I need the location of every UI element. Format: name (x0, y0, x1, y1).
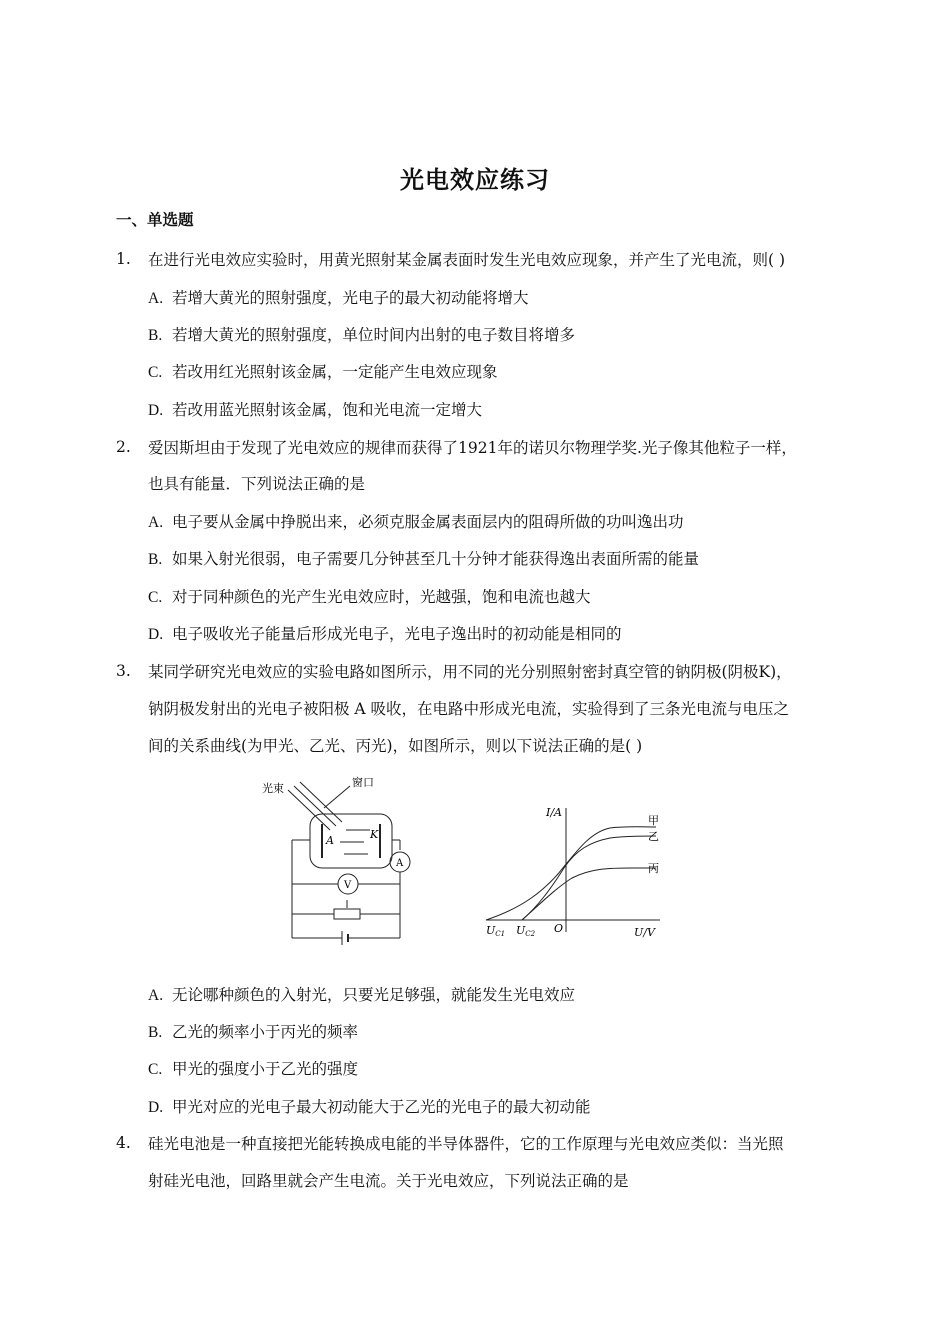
option-text: 无论哪种颜色的入射光，只要光足够强，就能发生光电效应 (172, 986, 576, 1004)
question-3-figure (260, 772, 680, 956)
option-text: 若改用蓝光照射该金属，饱和光电流一定增大 (172, 401, 483, 419)
label-uc2-sub: C2 (525, 930, 536, 938)
question-1-option-b (148, 323, 575, 345)
question-2-option-b (148, 547, 699, 569)
question-3-option-b (148, 1020, 358, 1042)
iv-graph (486, 808, 660, 932)
question-3-stem-line-2: 钠阴极发射出的光电子被阳极 A 吸收，在电路中形成光电流，实验得到了三条光电流与电压之 (148, 700, 790, 718)
light-beam-line (300, 782, 342, 822)
label-cathode: K (370, 828, 379, 841)
figure-svg (260, 772, 680, 952)
curve-yi (522, 836, 656, 920)
option-label: C. (148, 364, 163, 381)
option-text: 若增大黄光的照射强度，光电子的最大初动能将增大 (172, 289, 529, 307)
question-2-option-a (148, 510, 684, 532)
label-uc2 (516, 924, 536, 938)
question-3-option-c (148, 1057, 358, 1079)
option-text: 甲光对应的光电子最大初动能大于乙光的光电子的最大初动能 (172, 1098, 591, 1116)
question-1-option-a (148, 286, 529, 308)
window-pointer (324, 786, 350, 808)
label-uc1 (486, 924, 505, 938)
question-1-option-c (148, 360, 498, 382)
question-4-stem-line-2: 射硅光电池，回路里就会产生电流。关于光电效应，下列说法正确的是 (148, 1172, 629, 1190)
question-2-option-c (148, 585, 591, 607)
question-3-stem-line-1: 某同学研究光电效应的实验电路如图所示，用不同的光分别照射密封真空管的钠阴极(阴极K)， (148, 663, 792, 681)
label-uc2-main: U (516, 924, 526, 937)
option-label: B. (148, 551, 163, 568)
light-beam-line (288, 790, 330, 830)
curve-bing (522, 868, 656, 920)
label-voltmeter: V (344, 880, 352, 891)
question-2-option-d (148, 622, 622, 644)
label-origin: O (554, 922, 564, 935)
section-heading: 一、单选题 (116, 210, 194, 229)
label-x-axis: U/V (634, 926, 655, 939)
light-beam-line (294, 786, 336, 826)
question-4-number: 4. (116, 1134, 131, 1152)
circuit-diagram (288, 782, 410, 945)
option-label: B. (148, 327, 163, 344)
question-1-number: 1. (116, 250, 131, 268)
option-label: A. (148, 987, 164, 1004)
label-anode: A (326, 834, 334, 847)
rheostat (334, 909, 360, 919)
option-text: 乙光的频率小于丙光的频率 (172, 1023, 359, 1041)
question-3-stem-line-3: 间的关系曲线(为甲光、乙光、丙光)，如图所示，则以下说法正确的是( ) (148, 737, 643, 755)
question-2-stem-line-2: 也具有能量．下列说法正确的是 (148, 475, 366, 493)
option-label: B. (148, 1024, 163, 1041)
question-3-option-a (148, 983, 575, 1005)
question-1-stem: 在进行光电效应实验时，用黄光照射某金属表面时发生光电效应现象，并产生了光电流，则( ) (148, 251, 786, 269)
option-label: C. (148, 589, 163, 606)
question-4-stem-line-1: 硅光电池是一种直接把光能转换成电能的半导体器件，它的工作原理与光电效应类似：当光照 (148, 1135, 784, 1153)
option-text: 若改用红光照射该金属，一定能产生电效应现象 (172, 363, 498, 381)
option-text: 电子吸收光子能量后形成光电子，光电子逸出时的初动能是相同的 (172, 625, 622, 643)
question-3-option-d (148, 1095, 591, 1117)
option-text: 对于同种颜色的光产生光电效应时，光越强，饱和电流也越大 (172, 588, 591, 606)
page-title: 光电效应练习 (400, 165, 550, 194)
question-1-option-d (148, 398, 482, 420)
label-uc1-main: U (486, 924, 496, 937)
label-beam: 光束 (262, 782, 284, 795)
option-label: D. (148, 1099, 164, 1116)
question-3-number: 3. (116, 662, 131, 680)
option-text: 甲光的强度小于乙光的强度 (172, 1060, 359, 1078)
option-label: C. (148, 1061, 163, 1078)
option-label: D. (148, 402, 164, 419)
label-curve-bing: 丙 (648, 862, 659, 875)
label-curve-yi: 乙 (648, 830, 659, 843)
question-2-stem-line-1: 爱因斯坦由于发现了光电效应的规律而获得了1921年的诺贝尔物理学奖.光子像其他粒子一样， (148, 439, 797, 457)
label-y-axis: I/A (546, 806, 562, 819)
option-label: A. (148, 514, 164, 531)
option-text: 若增大黄光的照射强度，单位时间内出射的电子数目将增多 (172, 326, 576, 344)
option-text: 如果入射光很弱，电子需要几分钟甚至几十分钟才能获得逸出表面所需的能量 (172, 550, 700, 568)
option-label: A. (148, 290, 164, 307)
curve-jia (486, 827, 656, 920)
label-curve-jia: 甲 (648, 814, 659, 827)
option-label: D. (148, 626, 164, 643)
question-2-number: 2. (116, 438, 131, 456)
label-window: 窗口 (352, 776, 374, 789)
label-ammeter: A (396, 858, 404, 869)
label-uc1-sub: C1 (495, 930, 506, 938)
option-text: 电子要从金属中挣脱出来，必须克服金属表面层内的阻碍所做的功叫逸出功 (172, 513, 684, 531)
